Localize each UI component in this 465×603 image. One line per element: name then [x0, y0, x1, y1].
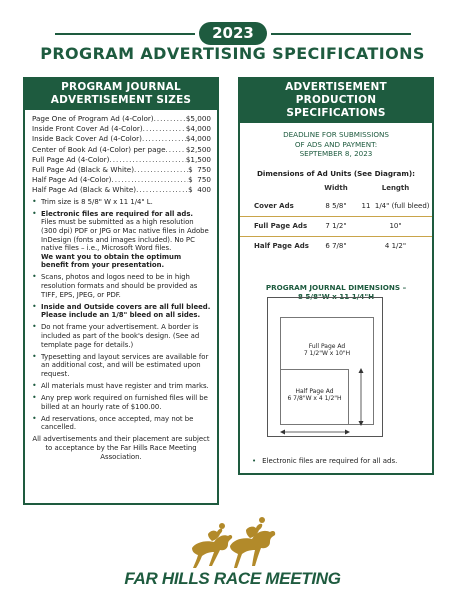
acceptance-note: All advertisements and their placement are subject to acceptance by the Far Hills Race Meeting Association.	[32, 435, 210, 461]
journal-dimensions-line: PROGRAM JOURNAL DIMENSIONS –	[265, 282, 407, 292]
bullet-text: • Typesetting and layout services are available for an additional cost, and will be estimated upon request.	[41, 352, 209, 378]
bullet-item	[32, 382, 211, 391]
table-row	[240, 197, 432, 217]
leader-dots	[142, 134, 186, 144]
journal-dimensions-line: 8 5/8"W x 11 1/4"H	[297, 291, 375, 301]
price-amount: $4,000	[185, 124, 211, 134]
bullet-text: • Any prep work required on furnished files will be billed at an hourly rate of $100.00.	[41, 394, 208, 411]
panel-heading-line1: PROGRAM JOURNAL	[61, 81, 181, 93]
price-list	[25, 110, 217, 196]
half-page-ad-size: 6 7/8"W x 4 1/2"H	[287, 395, 342, 402]
column-header	[240, 184, 313, 197]
bullet-item	[32, 394, 211, 411]
electronic-files-note: • Electronic files are required for all ads.	[252, 457, 397, 465]
panel-heading-line2: SPECIFICATIONS	[286, 107, 386, 119]
width-arrow-icon	[280, 428, 350, 436]
price-row	[32, 165, 211, 175]
deadline-line: OF ADS AND PAYMENT:	[294, 139, 378, 149]
price-amount: $2,500	[185, 144, 211, 154]
price-amount: $5,000	[185, 114, 211, 123]
table-row	[240, 236, 432, 256]
length-cell: 11 1/4" (full bleed)	[359, 197, 432, 217]
bullet-item	[32, 210, 211, 270]
bullet-item	[32, 198, 211, 207]
table-row	[240, 216, 432, 236]
price-amount: $4,000	[185, 134, 211, 144]
price-row	[32, 124, 211, 134]
bullet-item	[32, 323, 211, 349]
page-size-diagram	[267, 297, 383, 437]
bullet-text: • Ad reservations, once accepted, may not be cancelled.	[41, 414, 194, 432]
leader-dots	[143, 124, 186, 134]
height-arrow-icon	[356, 368, 366, 426]
price-label: Full Page Ad (Black & White)	[32, 165, 135, 175]
half-page-ad-box	[280, 369, 349, 425]
spec-bullet-list	[25, 196, 217, 432]
panel-heading-line2: ADVERTISEMENT SIZES	[50, 94, 192, 106]
horse-racing-logo-icon	[184, 514, 284, 570]
price-amount: $ 750	[188, 175, 211, 185]
dimensions-title: Dimensions of Ad Units (See Diagram):	[256, 168, 416, 178]
panel-heading	[240, 79, 432, 123]
price-row	[32, 175, 211, 185]
leader-dots	[136, 185, 188, 195]
column-header: Width	[324, 183, 348, 192]
deadline-block	[240, 130, 432, 159]
price-label: Page One of Program Ad (4-Color)	[32, 114, 154, 123]
bullet-item	[32, 303, 211, 320]
bullet-text: • Scans, photos and logos need to be in high resolution formats and should be provided as TIFF, EPS, JPEG, or PDF.	[41, 273, 198, 299]
full-page-ad-size: 7 1/2"W x 10"H	[303, 350, 351, 357]
leader-dots	[111, 175, 188, 185]
price-amount: $1,500	[185, 154, 211, 164]
bullet-text: • Do not frame your advertisement. A border is included as part of the book's design. (See ad template page for details.)	[41, 323, 200, 349]
price-label: Half Page Ad (4-Color)	[32, 175, 112, 185]
price-row	[32, 185, 211, 195]
advertisement-sizes-panel	[23, 77, 219, 505]
length-cell: 10"	[359, 216, 432, 236]
bullet-text: • All materials must have register and trim marks.	[41, 381, 209, 390]
deadline-line: DEADLINE FOR SUBMISSIONS	[283, 130, 389, 139]
leader-dots	[134, 165, 188, 175]
price-label: Half Page Ad (Black & White)	[32, 185, 137, 195]
leader-dots	[166, 145, 186, 155]
bullet-text: • Trim size is 8 5/8" W x 11 1/4" L.	[41, 197, 153, 206]
bullet-item	[32, 273, 211, 299]
bullet-item	[32, 353, 211, 379]
bullet-item	[32, 415, 211, 432]
width-cell: 6 7/8"	[325, 241, 347, 250]
year-rule-left	[55, 33, 195, 35]
bullet-text: Files must be submitted as a high resolution (300 dpi) PDF or JPG or Mac native files in Adobe InDesign (fonts and images included). No PC native files – i.e., Microsoft Word files.	[41, 218, 209, 253]
half-page-ad-label	[281, 388, 348, 402]
full-page-ad-name: Full Page Ad	[308, 343, 346, 350]
row-label: Cover Ads	[240, 197, 313, 217]
deadline-date: SEPTEMBER 8, 2023	[299, 149, 373, 158]
price-row	[32, 114, 211, 124]
year-badge: 2023	[199, 22, 267, 45]
price-label: Inside Front Cover Ad (4-Color)	[32, 124, 143, 134]
bullet-bold: • Electronic files are required for all ads.	[41, 209, 194, 218]
production-specs-panel	[238, 77, 434, 475]
price-label: Center of Book Ad (4-Color) per page	[32, 144, 166, 154]
length-cell: 4 1/2"	[384, 241, 407, 250]
price-row	[32, 134, 211, 144]
bullet-bold: We want you to obtain the optimum benefit from your presentation.	[41, 252, 182, 270]
width-cell: 7 1/2"	[313, 216, 359, 236]
panel-heading-line1: ADVERTISEMENT PRODUCTION	[285, 81, 387, 106]
price-amount: $ 750	[188, 165, 211, 175]
price-row	[32, 155, 211, 165]
price-label: Full Page Ad (4-Color)	[32, 154, 110, 164]
leader-dots	[109, 155, 185, 165]
row-label: Half Page Ads	[254, 241, 309, 250]
dimensions-table	[240, 184, 432, 256]
width-cell: 8 5/8"	[313, 197, 359, 217]
brand-wordmark: FAR HILLS RACE MEETING	[124, 569, 341, 588]
price-amount: $ 400	[188, 185, 211, 195]
full-page-ad-label	[281, 343, 373, 357]
column-header: Length	[381, 183, 410, 192]
price-row	[32, 145, 211, 155]
bullet-bold: • Inside and Outside covers are all full bleed. Please include an 1/8" bleed on all sides.	[41, 302, 211, 320]
year-rule-right	[271, 33, 411, 35]
half-page-ad-name: Half Page Ad	[295, 388, 334, 395]
panel-heading	[25, 79, 217, 110]
page-title: PROGRAM ADVERTISING SPECIFICATIONS	[40, 44, 425, 63]
row-label: Full Page Ads	[240, 216, 313, 236]
price-label: Inside Back Cover Ad (4-Color)	[32, 134, 142, 144]
table-header-row	[240, 184, 432, 197]
leader-dots	[154, 114, 186, 124]
